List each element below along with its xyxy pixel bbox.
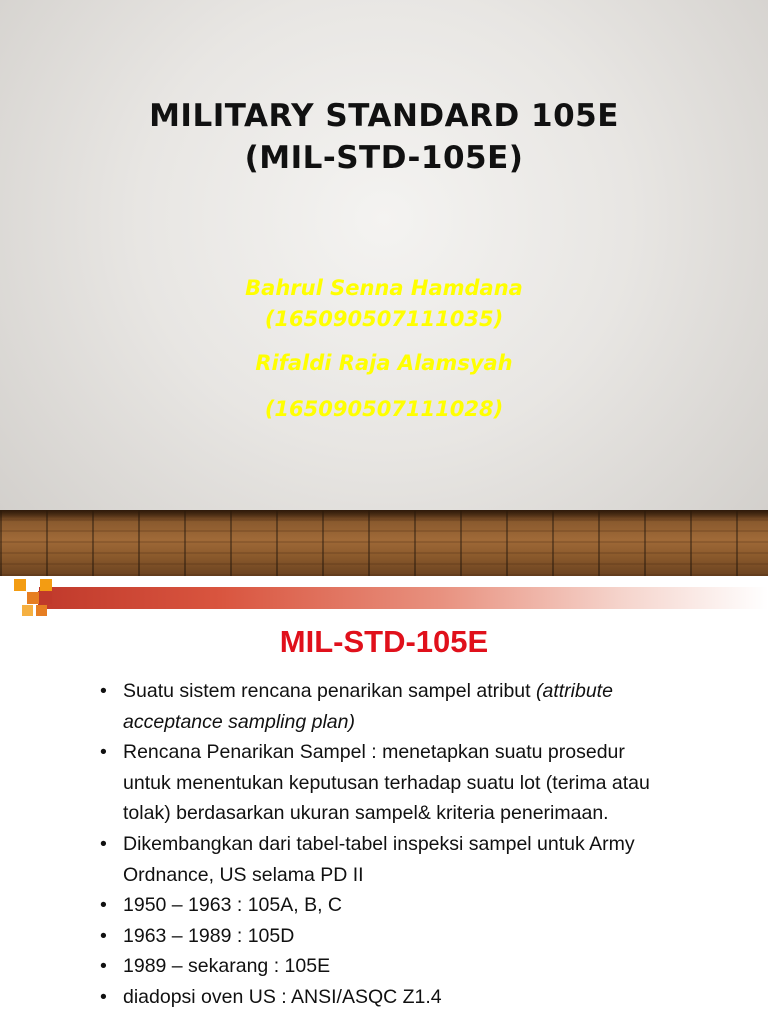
list-item (100, 829, 660, 890)
bullet-italic-text: (attribute acceptance sampling plan) (123, 680, 613, 733)
header-gradient-bar (38, 587, 768, 609)
bullet-text: Dikembangkan dari tabel-tabel inspeksi sampel untuk Army Ordnance, US selama PD II (123, 832, 635, 886)
bullet-list (100, 676, 660, 1013)
slide-title-line1: MILITARY STANDARD 105E (149, 98, 619, 134)
decor-square-icon (36, 605, 47, 616)
bullet-text: Suatu sistem rencana penarikan sampel atribut (123, 680, 536, 702)
decor-square-icon (27, 592, 39, 604)
author2-id: (165090507111028) (264, 397, 504, 421)
list-item (100, 890, 660, 921)
decor-square-icon (14, 592, 26, 604)
bullet-text: diadopsi oven US : ANSI/ASQC Z1.4 (123, 985, 442, 1008)
list-item (100, 921, 660, 952)
wood-floor-decoration (0, 510, 768, 576)
bullet-text: 1989 – sekarang : 105E (123, 955, 331, 978)
content-title: MIL-STD-105E (279, 624, 489, 659)
decor-square-icon (40, 592, 52, 604)
decor-square-icon (22, 605, 33, 616)
bullet-text: 1950 – 1963 : 105A, B, C (123, 894, 342, 917)
list-item (100, 737, 660, 829)
author2-name: Rifaldi Raja Alamsyah (255, 351, 513, 375)
decor-square-icon (40, 579, 52, 591)
content-slide (0, 576, 768, 1024)
decor-square-icon (14, 579, 26, 591)
list-item (100, 982, 660, 1013)
author1-name: Bahrul Senna Hamdana (245, 276, 523, 300)
list-item (100, 951, 660, 982)
author1-id: (165090507111035) (264, 307, 504, 331)
bullet-text: 1963 – 1989 : 105D (123, 924, 295, 947)
slide-title-line2: (MIL-STD-105E) (244, 140, 524, 176)
list-item (100, 676, 660, 737)
decor-square-icon (27, 579, 39, 591)
bullet-text: Rencana Penarikan Sampel : menetapkan suatu prosedur untuk menentukan keputusan terhadap suatu lot (terima atau tolak) berdasarkan ukuran sampel& kriteria penerimaan. (123, 741, 650, 825)
